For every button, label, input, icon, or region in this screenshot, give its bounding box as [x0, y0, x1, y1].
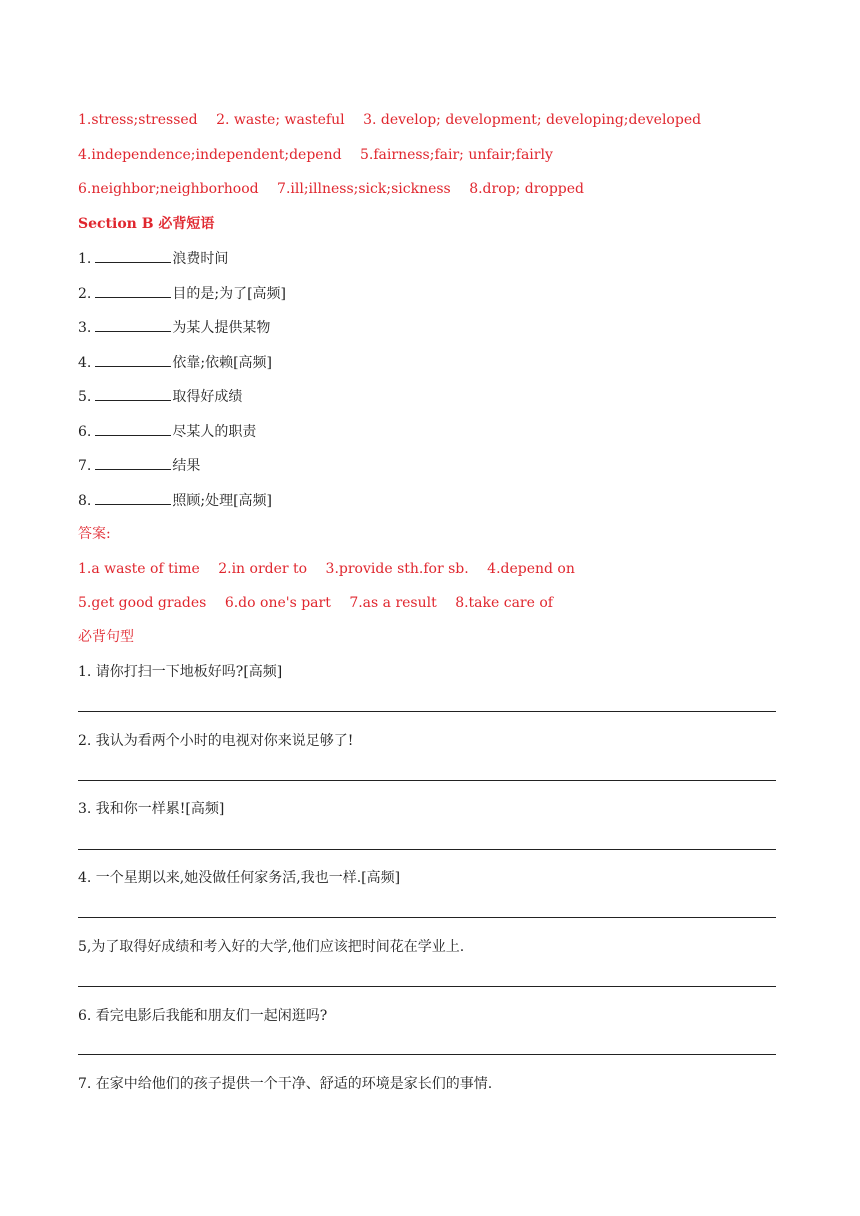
phrase-item: 5. 取得好成绩 — [78, 386, 242, 407]
answer-blank — [95, 248, 171, 263]
sentence-item: 4. 一个星期以来,她没做任何家务活,我也一样.[高频] — [78, 870, 401, 886]
answer-item: 2. waste; wasteful — [216, 112, 345, 128]
answer-blank — [95, 317, 171, 332]
answer-item: 1.stress;stressed — [78, 112, 198, 128]
sentence-item: 2. 我认为看两个小时的电视对你来说足够了! — [78, 733, 354, 749]
section-b-title: Section B 必背短语 — [78, 216, 215, 232]
phrase-answers-row-2: 5.get good grades 6.do one's part 7.as a result 8.take care of — [78, 595, 553, 611]
phrase-item: 6. 尽某人的职责 — [78, 421, 256, 442]
answer-item: 7.ill;illness;sick;sickness — [277, 181, 451, 197]
answer-line — [78, 780, 776, 781]
answer-line — [78, 711, 776, 712]
sentence-item: 6. 看完电影后我能和朋友们一起闲逛吗? — [78, 1008, 328, 1024]
answer-item: 4.independence;independent;depend — [78, 147, 342, 163]
answer-row-2 — [78, 145, 553, 165]
answer-line — [78, 986, 776, 987]
answer-item: 8.drop; dropped — [469, 181, 585, 197]
answer-item: 6.neighbor;neighborhood — [78, 181, 259, 197]
phrase-answers-row-1: 1.a waste of time 2.in order to 3.provide sth.for sb. 4.depend on — [78, 561, 575, 577]
answer-label: 答案: — [78, 526, 111, 542]
phrase-item: 8. 照顾;处理[高频] — [78, 490, 272, 511]
phrase-item: 3. 为某人提供某物 — [78, 317, 270, 338]
sentence-item: 7. 在家中给他们的孩子提供一个干净、舒适的环境是家长们的事情. — [78, 1076, 493, 1092]
answer-item: 3. develop; development; developing;developed — [363, 112, 702, 128]
answer-blank — [95, 421, 171, 436]
answer-blank — [95, 283, 171, 298]
answer-blank — [95, 455, 171, 470]
sentences-title: 必背句型 — [78, 629, 134, 645]
answer-item: 5.fairness;fair; unfair;fairly — [360, 147, 553, 163]
sentence-item: 5,为了取得好成绩和考入好的大学,他们应该把时间花在学业上. — [78, 939, 465, 955]
answer-blank — [95, 352, 171, 367]
sentence-item: 3. 我和你一样累![高频] — [78, 801, 225, 817]
phrase-item: 7. 结果 — [78, 455, 200, 476]
answer-blank — [95, 386, 171, 401]
phrase-item: 4. 依靠;依赖[高频] — [78, 352, 272, 373]
answer-row-1 — [78, 110, 701, 130]
sentence-item: 1. 请你打扫一下地板好吗?[高频] — [78, 664, 283, 680]
phrase-item: 1. 浪费时间 — [78, 248, 228, 269]
answer-line — [78, 917, 776, 918]
answer-line — [78, 849, 776, 850]
answer-line — [78, 1054, 776, 1055]
answer-blank — [95, 490, 171, 505]
phrase-item: 2. 目的是;为了[高频] — [78, 283, 286, 304]
answer-row-3 — [78, 179, 584, 199]
